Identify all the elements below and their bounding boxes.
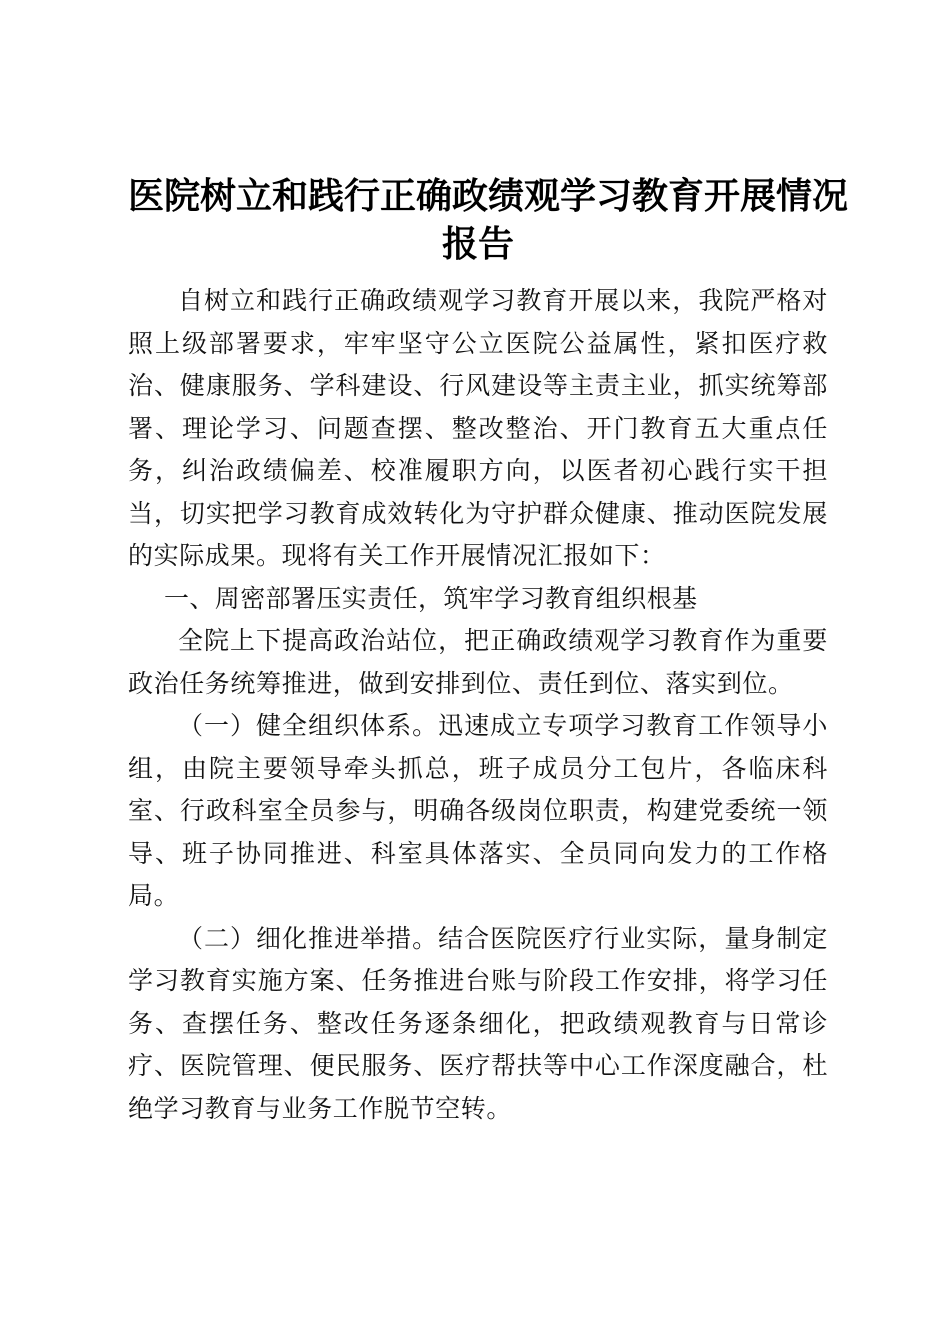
item-1-text: 迅速成立专项学习教育工作领导小组，由院主要领导牵头抓总，班子成员分工包片，各临床科室、行政科室全员参与，明确各级岗位职责，构建党委统一领导、班子协同推进、科室具体落实、全员同向发力的工作格局。: [128, 711, 828, 910]
item-2-lead: （二）细化推进举措。: [178, 923, 439, 953]
item-2-paragraph: [128, 918, 828, 1131]
title-line-1: 医院树立和践行正确政绩观学习教育开展情况: [128, 175, 849, 217]
document-body: [128, 280, 828, 1130]
section-1-intro-paragraph: 全院上下提高政治站位，把正确政绩观学习教育作为重要政治任务统筹推进，做到安排到位、责任到位、落实到位。: [128, 626, 828, 698]
item-1-paragraph: [128, 705, 828, 918]
document-title: [128, 172, 849, 268]
intro-paragraph: 自树立和践行正确政绩观学习教育开展以来，我院严格对照上级部署要求，牢牢坚守公立医院公益属性，紧扣医疗救治、健康服务、学科建设、行风建设等主责主业，抓实统筹部署、理论学习、问题查摆、整改整治、开门教育五大重点任务，纠治政绩偏差、校准履职方向，以医者初心践行实干担当，切实把学习教育成效转化为守护群众健康、推动医院发展的实际成果。现将有关工作开展情况汇报如下：: [128, 286, 828, 570]
item-2-text: 结合医院医疗行业实际，量身制定学习教育实施方案、任务推进台账与阶段工作安排，将学习任务、查摆任务、整改任务逐条细化，把政绩观教育与日常诊疗、医院管理、便民服务、医疗帮扶等中心工作深度融合，杜绝学习教育与业务工作脱节空转。: [128, 923, 828, 1123]
section-1-heading: 一、周密部署压实责任，筑牢学习教育组织根基: [164, 583, 698, 613]
document-page: [128, 172, 849, 1130]
item-1-lead: （一）健全组织体系。: [178, 711, 439, 740]
title-line-2: 报告: [441, 223, 514, 265]
